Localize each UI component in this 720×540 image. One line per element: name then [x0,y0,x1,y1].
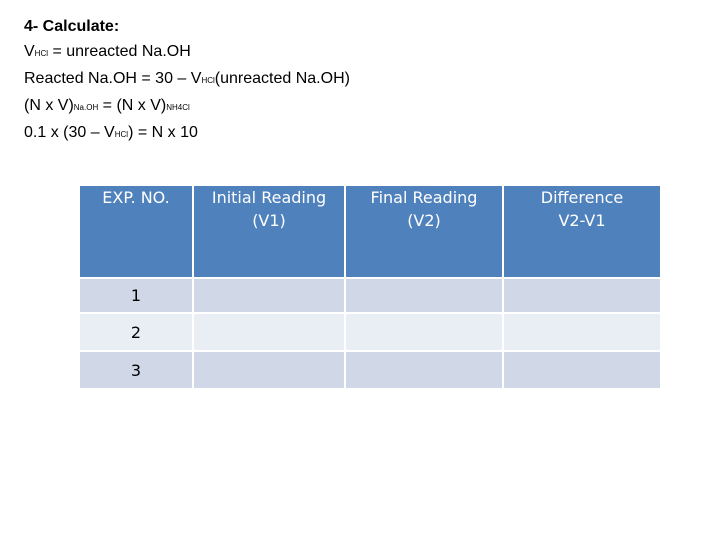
table-row [79,351,661,389]
header-difference [503,185,661,278]
header-label: Final Reading [370,188,478,207]
calculation-block [24,14,350,147]
equation-line-1 [24,39,350,66]
header-label: EXP. NO. [102,188,170,207]
difference-cell[interactable] [503,313,661,351]
subscript: HCl [34,49,49,58]
header-final-reading [345,185,503,278]
header-label: Difference [540,188,624,207]
equation-text: (unreacted Na.OH) [214,70,350,87]
exp-number-cell: 3 [79,351,193,389]
header-exp-no [79,185,193,278]
equation-text: (N x V) [24,97,74,114]
header-label: Initial Reading [211,188,327,207]
equation-line-2 [24,66,350,93]
table-header-row [79,185,661,278]
subscript: Na.OH [73,103,99,112]
exp-number-cell: 1 [79,278,193,313]
header-initial-reading [193,185,345,278]
subscript: HCl [114,130,129,139]
equation-text: = (N x V) [98,97,167,114]
equation-text: 0.1 x (30 – V [24,124,115,141]
equation-line-3 [24,93,350,120]
table-row [79,313,661,351]
header-sublabel: V2-V1 [558,211,606,230]
header-sublabel: (V1) [252,211,286,230]
table-row [79,278,661,313]
equation-text: Reacted Na.OH = 30 – V [24,70,202,87]
subscript: HCl [201,76,215,85]
final-reading-cell[interactable] [345,351,503,389]
equation-text: ) = N x 10 [128,124,198,141]
initial-reading-cell[interactable] [193,313,345,351]
initial-reading-cell[interactable] [193,351,345,389]
equation-line-4 [24,120,350,147]
subscript: NH4Cl [166,103,190,112]
equation-text: = unreacted Na.OH [48,43,191,60]
header-sublabel: (V2) [407,211,441,230]
equation-text: V [24,43,35,60]
difference-cell[interactable] [503,278,661,313]
difference-cell[interactable] [503,351,661,389]
final-reading-cell[interactable] [345,278,503,313]
initial-reading-cell[interactable] [193,278,345,313]
exp-number-cell: 2 [79,313,193,351]
results-table [78,184,662,390]
calculation-title: 4- Calculate: [24,18,120,35]
final-reading-cell[interactable] [345,313,503,351]
